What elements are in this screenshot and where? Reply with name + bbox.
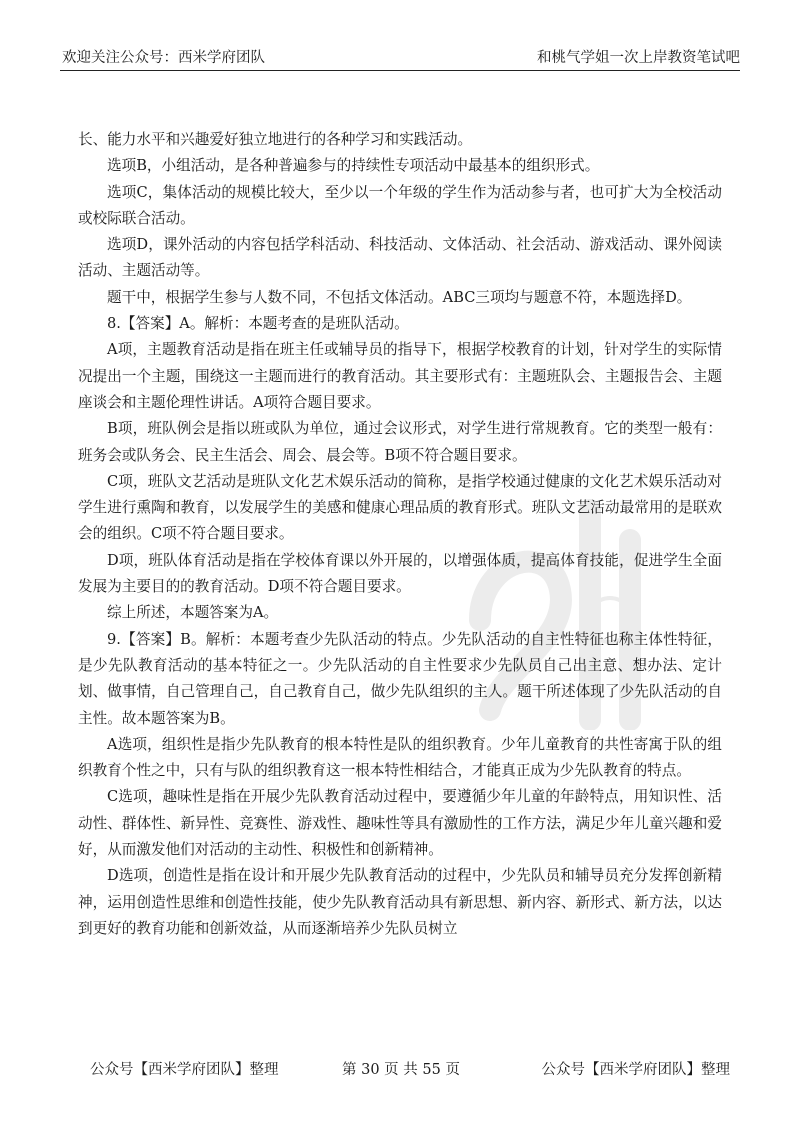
paragraph: D项，班队体育活动是指在学校体育课以外开展的，以增强体质，提高体育技能，促进学生全面发展为主要目的的教育活动。D项不符合题目要求。 <box>78 551 722 596</box>
paragraph: B项，班队例会是指以班或队为单位，通过会议形式，对学生进行常规教育。它的类型一般有：班务会或队务会、民主生活会、周会、晨会等。B项不符合题目要求。 <box>78 420 722 464</box>
footer-left-text: 公众号【西米学府团队】整理 <box>90 1062 279 1078</box>
paragraph: 选项B，小组活动，是各种普遍参与的持续性专项活动中最基本的组织形式。 <box>107 157 600 175</box>
paragraph: A选项，组织性是指少先队教育的根本特性是队的组织教育。少年儿童教育的共性寄寓于队的组织教育个性之中，只有与队的组织教育这一根本特性相结合，才能真正成为少先队教育的特点。 <box>78 735 722 780</box>
paragraph: 选项D，课外活动的内容包括学科活动、科技活动、文体活动、社会活动、游戏活动、课外阅读活动、主题活动等。 <box>78 236 722 280</box>
paragraph: 题干中，根据学生参与人数不同，不包括文体活动。ABC三项均与题意不符，本题选择D。 <box>107 288 692 306</box>
answer-heading-8: 8.【答案】A。解析：本题考查的是班队活动。 <box>107 315 409 333</box>
paragraph: 选项C，集体活动的规模比较大，至少以一个年级的学生作为活动参与者，也可扩大为全校活动或校际联合活动。 <box>78 183 722 227</box>
paragraph: 综上所述，本题答案为A。 <box>107 604 279 622</box>
header-right-text: 和桃气学姐一次上岸教资笔试吧 <box>537 50 740 66</box>
paragraph: C选项，趣味性是指在开展少先队教育活动过程中，要遵循少年儿童的年龄特点，用知识性、活动性、群体性、新异性、竞赛性、游戏性、趣味性等具有激励性的工作方法，满足少年儿童兴趣和爱好，从而激发他们对活动的主动性、积极性和创新精神。 <box>78 788 722 859</box>
paragraph: A项，主题教育活动是指在班主任或辅导员的指导下，根据学校教育的计划，针对学生的实际情况提出一个主题，围绕这一主题而进行的教育活动。其主要形式有：主题班队会、主题报告会、主题座谈会和主题伦理性讲话。A项符合题目要求。 <box>78 341 722 411</box>
page-number: 第 30 页 共 55 页 <box>342 1062 460 1078</box>
page-footer <box>90 1058 730 1082</box>
paragraph: C项，班队文艺活动是班队文化艺术娱乐活动的简称，是指学校通过健康的文化艺术娱乐活动对学生进行熏陶和教育，以发展学生的美感和健康心理品质的教育形式。班队文艺活动最常用的是联欢会的组织。C项不符合题目要求。 <box>78 472 722 543</box>
footer-right-text: 公众号【西米学府团队】整理 <box>541 1062 730 1078</box>
paragraph: 长、能力水平和兴趣爱好独立地进行的各种学习和实践活动。 <box>78 131 473 148</box>
answer-heading-9: 9.【答案】B。解析：本题考查少先队活动的特点。少先队活动的自主性特征也称主体性特征，是少先队教育活动的基本特征之一。少先队活动的自主性要求少先队员自己出主意、想办法、定计划、做事情，自己管理自己，自己教育自己，做少先队组织的主人。题干所述体现了少先队活动的自主性。故本题答案为B。 <box>78 630 722 727</box>
page-header <box>60 44 740 71</box>
paragraph: D选项，创造性是指在设计和开展少先队教育活动的过程中，少先队员和辅导员充分发挥创新精神，运用创造性思维和创造性技能，使少先队教育活动具有新思想、新内容、新形式、新方法，以达到更好的教育功能和创新效益，从而逐渐培养少先队员树立 <box>78 867 722 937</box>
header-left-text: 欢迎关注公众号：西米学府团队 <box>62 50 265 66</box>
document-body <box>78 127 722 942</box>
